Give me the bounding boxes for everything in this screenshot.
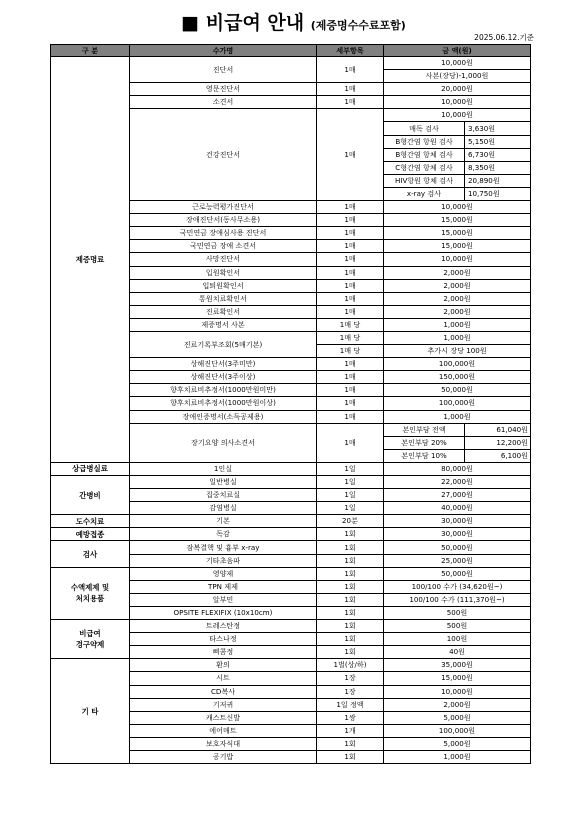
item-name: 입원확인서 — [130, 266, 317, 279]
sub-item-amount: 12,200원 — [465, 436, 531, 449]
item-unit: 1회 — [317, 541, 384, 554]
item-name: 삐콤정 — [130, 646, 317, 659]
item-unit: 1회 — [317, 593, 384, 606]
item-unit: 1매 — [317, 358, 384, 371]
item-name: 사망진단서 — [130, 253, 317, 266]
table-row — [51, 462, 531, 475]
item-name: 진료기록부조회(5매기본) — [130, 331, 317, 357]
sub-item-label: 본인부담 20% — [384, 436, 465, 449]
fee-table-body — [51, 57, 531, 764]
item-name: OPSITE FLEXIFIX (10x10cm) — [130, 606, 317, 619]
item-amount: 15,000원 — [384, 227, 531, 240]
table-row — [51, 57, 531, 70]
table-row — [51, 567, 531, 580]
item-amount: 100,000원 — [384, 397, 531, 410]
item-unit: 1장 — [317, 672, 384, 685]
sub-item-amount: 5,150원 — [465, 135, 531, 148]
sub-item-amount: 6,100원 — [465, 449, 531, 462]
item-unit: 1매 당 — [317, 331, 384, 344]
item-amount: 10,000원 — [384, 201, 531, 214]
item-amount: 1,000원 — [384, 750, 531, 763]
item-unit: 1매 — [317, 305, 384, 318]
item-amount: 500원 — [384, 606, 531, 619]
item-amount: 27,000원 — [384, 489, 531, 502]
item-amount: 25,000원 — [384, 554, 531, 567]
sub-item-amount: 61,040원 — [465, 423, 531, 436]
item-name: 시트 — [130, 672, 317, 685]
item-amount: 15,000원 — [384, 672, 531, 685]
item-amount: 2,000원 — [384, 305, 531, 318]
header-item: 수가명 — [130, 45, 317, 57]
sub-item-amount: 8,350원 — [465, 161, 531, 174]
item-amount: 100원 — [384, 633, 531, 646]
table-row — [51, 515, 531, 528]
item-unit: 1일 — [317, 476, 384, 489]
item-unit: 1매 당 — [317, 318, 384, 331]
item-unit: 1매 — [317, 83, 384, 96]
item-unit: 1매 — [317, 109, 384, 201]
item-unit: 1회 — [317, 750, 384, 763]
item-name: 기저귀 — [130, 698, 317, 711]
item-name: 소견서 — [130, 96, 317, 109]
header-detail: 세부항목 — [317, 45, 384, 57]
item-unit: 1매 — [317, 410, 384, 423]
item-amount: 1,000원 — [384, 331, 531, 344]
sub-item-amount: 6,730원 — [465, 148, 531, 161]
item-name: 입퇴원확인서 — [130, 279, 317, 292]
item-name: 장애인증명서(소득공제용) — [130, 410, 317, 423]
item-amount: 50,000원 — [384, 541, 531, 554]
item-name: 공기밥 — [130, 750, 317, 763]
sub-item-label: C형간염 항체 검사 — [384, 161, 465, 174]
sub-item-label: 본인부담 전액 — [384, 423, 465, 436]
sub-item-label: 매독 검사 — [384, 122, 465, 135]
title-sub: (제증명수수료포함) — [310, 19, 406, 32]
item-name: 기본 — [130, 515, 317, 528]
category-care: 간병비 — [51, 476, 130, 515]
item-unit: 1매 — [317, 384, 384, 397]
item-name: 일반병실 — [130, 476, 317, 489]
item-name: 에어매트 — [130, 724, 317, 737]
table-row — [51, 659, 531, 672]
page-title — [0, 8, 587, 35]
item-name: 향후치료비추정서(1000만원미만) — [130, 384, 317, 397]
item-amount: 35,000원 — [384, 659, 531, 672]
item-unit: 1매 — [317, 201, 384, 214]
item-unit: 1회 — [317, 554, 384, 567]
item-unit: 1매 — [317, 266, 384, 279]
category-etc: 기 타 — [51, 659, 130, 764]
item-amount: 1,000원 — [384, 410, 531, 423]
item-unit: 1매 — [317, 240, 384, 253]
item-amount: 2,000원 — [384, 292, 531, 305]
item-unit: 1매 — [317, 96, 384, 109]
item-name: 캐스트신발 — [130, 711, 317, 724]
item-unit: 1회 — [317, 580, 384, 593]
item-unit: 1매 — [317, 57, 384, 83]
item-amount: 40,000원 — [384, 502, 531, 515]
item-name: 잠복결핵 및 흉부 x-ray — [130, 541, 317, 554]
item-name: 장애진단서(동사무소용) — [130, 214, 317, 227]
item-name: 감염병실 — [130, 502, 317, 515]
item-name: 근로능력평가진단서 — [130, 201, 317, 214]
category-exam: 검사 — [51, 541, 130, 567]
fee-table — [50, 44, 531, 764]
item-amount: 2,000원 — [384, 279, 531, 292]
item-name: 진단서 — [130, 57, 317, 83]
item-name: 상해진단서(3주미만) — [130, 358, 317, 371]
category-ward: 상급병실료 — [51, 462, 130, 475]
sub-item-label: B형간염 항체 검사 — [384, 148, 465, 161]
item-unit: 1회 — [317, 633, 384, 646]
item-unit: 1회 — [317, 528, 384, 541]
item-unit: 1회 — [317, 737, 384, 750]
item-amount: 15,000원 — [384, 240, 531, 253]
item-unit: 1회 — [317, 646, 384, 659]
table-row — [51, 620, 531, 633]
item-unit: 1매 당 — [317, 345, 384, 358]
item-unit: 1회 — [317, 567, 384, 580]
item-unit: 1일 정액 — [317, 698, 384, 711]
item-amount: 50,000원 — [384, 384, 531, 397]
category-iv: 수액제제 및 처치용품 — [51, 567, 130, 619]
item-name: TPN 제제 — [130, 580, 317, 593]
item-amount: 10,000원 — [384, 253, 531, 266]
item-unit: 1매 — [317, 292, 384, 305]
item-unit: 1매 — [317, 371, 384, 384]
sub-item-label: HIV항원 항체 검사 — [384, 174, 465, 187]
item-unit: 1개 — [317, 724, 384, 737]
item-name: 영문진단서 — [130, 83, 317, 96]
item-name: 건강진단서 — [130, 109, 317, 201]
item-name: 제증명서 사본 — [130, 318, 317, 331]
item-amount: 30,000원 — [384, 515, 531, 528]
sub-item-label: B형간염 항원 검사 — [384, 135, 465, 148]
table-row — [51, 476, 531, 489]
item-amount: 30,000원 — [384, 528, 531, 541]
item-unit: 1매 — [317, 253, 384, 266]
category-manual: 도수치료 — [51, 515, 130, 528]
item-name: 영양제 — [130, 567, 317, 580]
table-row — [51, 528, 531, 541]
item-amount: 500원 — [384, 620, 531, 633]
item-unit: 1회 — [317, 606, 384, 619]
item-amount: 15,000원 — [384, 214, 531, 227]
item-amount: 2,000원 — [384, 698, 531, 711]
item-amount: 22,000원 — [384, 476, 531, 489]
reference-date: 2025.06.12.기준 — [474, 33, 534, 42]
item-name: 1인실 — [130, 462, 317, 475]
item-amount: 100,000원 — [384, 724, 531, 737]
item-name: 환의 — [130, 659, 317, 672]
item-unit: 1매 — [317, 279, 384, 292]
item-amount: 100,000원 — [384, 358, 531, 371]
item-amount: 5,000원 — [384, 711, 531, 724]
title-main: ■ 비급여 안내 — [181, 12, 305, 34]
header-row — [51, 45, 531, 57]
header-category: 구 분 — [51, 45, 130, 57]
item-amount: 10,000원 — [384, 57, 531, 70]
item-amount: 2,000원 — [384, 266, 531, 279]
item-unit: 1장 — [317, 685, 384, 698]
item-name: 국민연금 장애심사용 진단서 — [130, 227, 317, 240]
header-amount: 금 액(원) — [384, 45, 531, 57]
item-amount: 사본(장당)-1,000원 — [384, 70, 531, 83]
category-drug: 비급여 경구약제 — [51, 620, 130, 659]
item-unit: 1매 — [317, 397, 384, 410]
item-name: 타스나정 — [130, 633, 317, 646]
sub-item-amount: 20,890원 — [465, 174, 531, 187]
table-row — [51, 541, 531, 554]
item-amount: 20,000원 — [384, 83, 531, 96]
item-name: 향후치료비추정서(1000만원이상) — [130, 397, 317, 410]
item-amount: 150,000원 — [384, 371, 531, 384]
item-unit: 1일 — [317, 502, 384, 515]
item-amount: 100/100 수가 (111,370원~) — [384, 593, 531, 606]
item-amount: 10,000원 — [384, 96, 531, 109]
category-cert: 제증명료 — [51, 57, 130, 463]
item-unit: 1일 — [317, 462, 384, 475]
sub-item-label: x-ray 검사 — [384, 187, 465, 200]
sub-item-label: 본인부담 10% — [384, 449, 465, 462]
item-name: 집중치료실 — [130, 489, 317, 502]
category-vaccine: 예방접종 — [51, 528, 130, 541]
item-unit: 1매 — [317, 227, 384, 240]
item-name: 트레스탄정 — [130, 620, 317, 633]
item-name: 상해진단서(3주이상) — [130, 371, 317, 384]
item-amount: 40원 — [384, 646, 531, 659]
item-amount: 추가시 장당 100원 — [384, 345, 531, 358]
item-amount: 10,000원 — [384, 685, 531, 698]
item-amount: 5,000원 — [384, 737, 531, 750]
item-unit: 1일 — [317, 489, 384, 502]
item-name: 진료확인서 — [130, 305, 317, 318]
sub-item-amount: 10,750원 — [465, 187, 531, 200]
item-name: 보호자식대 — [130, 737, 317, 750]
item-name: CD복사 — [130, 685, 317, 698]
item-name: 기타초음파 — [130, 554, 317, 567]
item-unit: 1벌(상/하) — [317, 659, 384, 672]
item-name: 알부민 — [130, 593, 317, 606]
sub-item-amount: 3,630원 — [465, 122, 531, 135]
item-unit: 20분 — [317, 515, 384, 528]
item-amount: 10,000원 — [384, 109, 531, 122]
item-name: 독감 — [130, 528, 317, 541]
item-amount: 80,000원 — [384, 462, 531, 475]
item-name: 통원치료확인서 — [130, 292, 317, 305]
item-unit: 1쌍 — [317, 711, 384, 724]
item-name: 국민연금 장애 소견서 — [130, 240, 317, 253]
item-amount: 50,000원 — [384, 567, 531, 580]
item-unit: 1매 — [317, 214, 384, 227]
item-unit: 1매 — [317, 423, 384, 462]
item-amount: 100/100 수가 (34,620원~) — [384, 580, 531, 593]
item-name: 장기요양 의사소견서 — [130, 423, 317, 462]
item-amount: 1,000원 — [384, 318, 531, 331]
item-unit: 1회 — [317, 620, 384, 633]
